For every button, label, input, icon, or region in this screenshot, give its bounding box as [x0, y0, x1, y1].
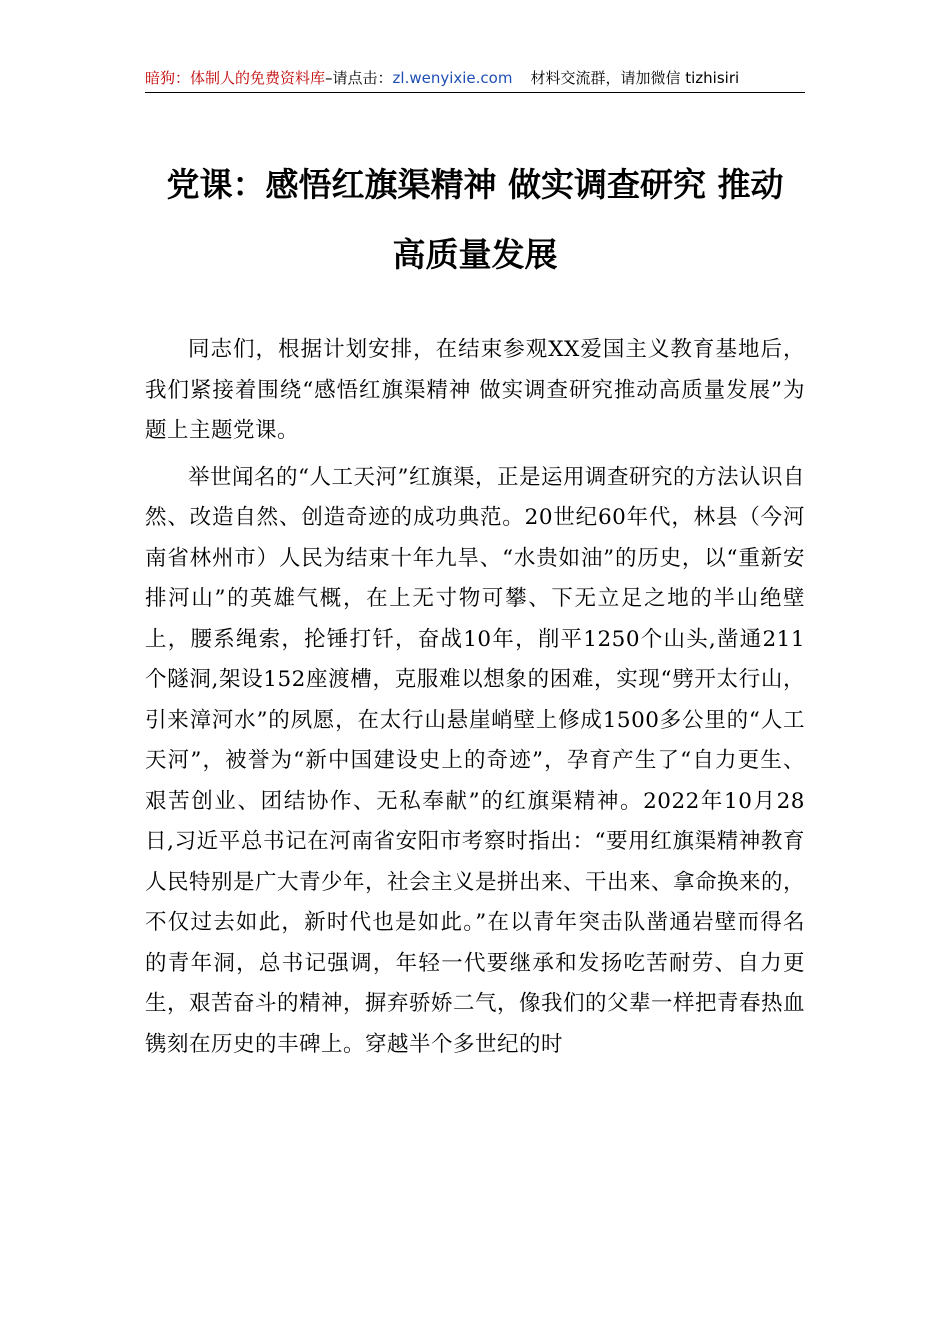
- header-prompt: –请点击：: [325, 69, 393, 87]
- document-title-line1: 党课：感悟红旗渠精神 做实调查研究 推动: [166, 165, 784, 204]
- page-header: [145, 64, 805, 93]
- header-brand: 暗狗：体制人的免费资料库: [145, 69, 326, 87]
- document-body: [145, 330, 805, 1065]
- header-link[interactable]: zl.wenyixie.com: [392, 69, 513, 87]
- document-title-line2: 高质量发展: [392, 235, 558, 274]
- header-group-info: 材料交流群，请加微信 tizhisiri: [530, 69, 740, 87]
- paragraph-hongqiqu: 举世闻名的“人工天河”红旗渠，正是运用调查研究的方法认识自然、改造自然、创造奇迹的成功典范。20世纪60年代，林县（今河南省林州市）人民为结束十年九旱、“水贵如油”的历史，以“重新安排河山”的英雄气概，在上无寸物可攀、下无立足之地的半山绝壁上，腰系绳索，抡锤打钎，奋战10年，削平1250个山头,凿通211个隧洞,架设152座渡槽，克服难以想象的困难，实现“劈开太行山，引来漳河水”的夙愿，在太行山悬崖峭壁上修成1500多公里的“人工天河”，被誉为“新中国建设史上的奇迹”，孕育产生了“自力更生、艰苦创业、团结协作、无私奉献”的红旗渠精神。2022年10月28日,习近平总书记在河南省安阳市考察时指出：“要用红旗渠精神教育人民特别是广大青少年，社会主义是拼出来、干出来、拿命换来的，不仅过去如此，新时代也是如此。”在以青年突击队凿通岩壁而得名的青年洞，总书记强调，年轻一代要继承和发扬吃苦耐劳、自力更生，艰苦奋斗的精神，摒弃骄娇二气，像我们的父辈一样把青春热血镌刻在历史的丰碑上。穿越半个多世纪的时: [145, 464, 806, 1057]
- paragraph-intro: 同志们，根据计划安排，在结束参观XX爱国主义教育基地后，我们紧接着围绕“感悟红旗渠精神 做实调查研究推动高质量发展”为题上主题党课。: [145, 337, 805, 443]
